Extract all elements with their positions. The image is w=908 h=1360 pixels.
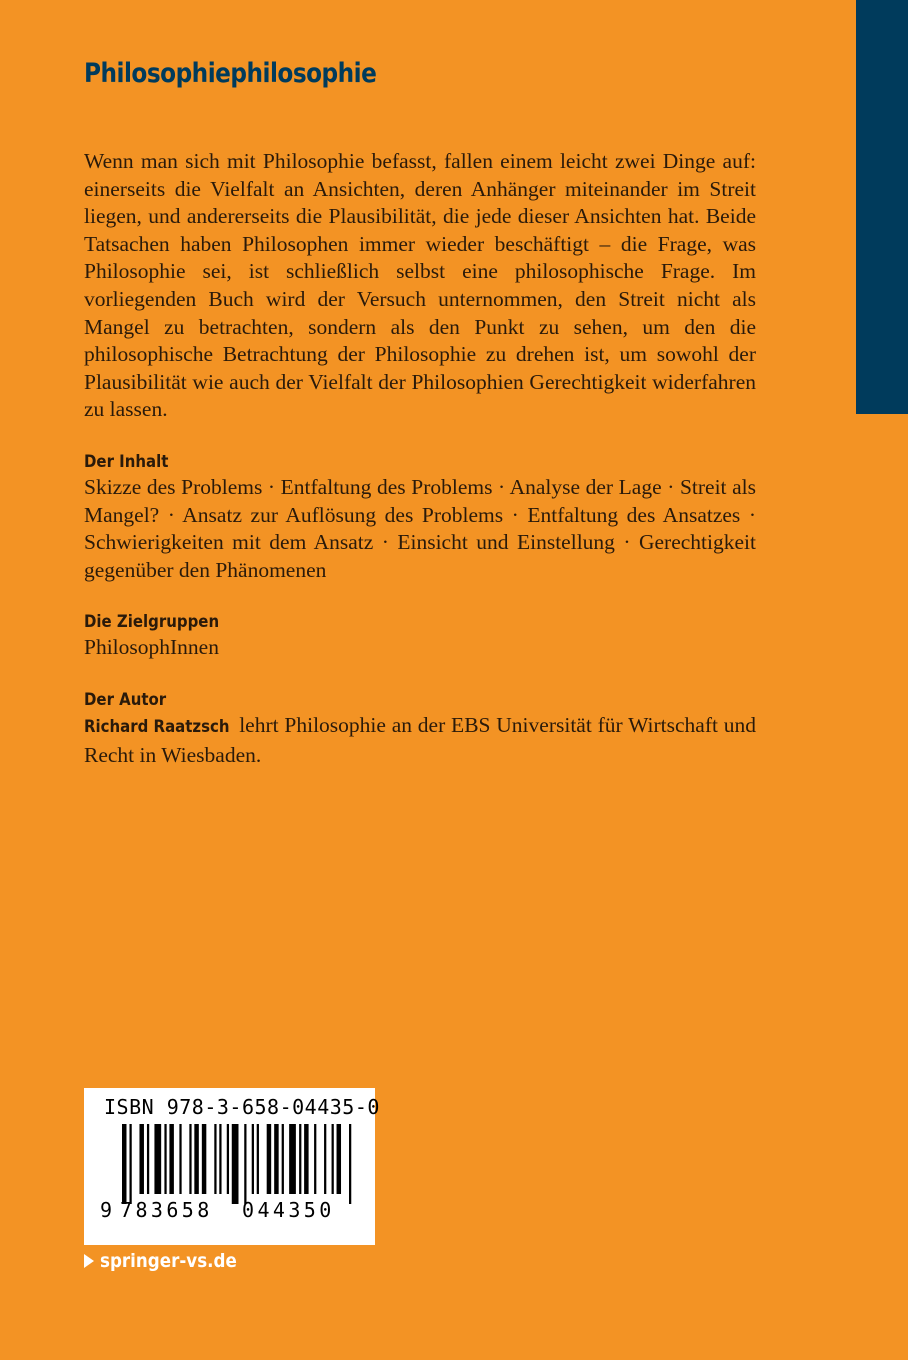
barcode-bar — [244, 1124, 246, 1204]
publisher-website-link[interactable] — [84, 1250, 255, 1272]
barcode-bar — [194, 1124, 198, 1194]
barcode-bar — [169, 1124, 173, 1194]
isbn-barcode — [84, 1088, 380, 1245]
section-author — [84, 688, 756, 769]
barcode-bar — [122, 1124, 126, 1204]
barcode-bar — [324, 1124, 326, 1194]
barcode-bar — [179, 1124, 181, 1194]
blurb-paragraph: Wenn man sich mit Philosophie befasst, fallen einem leicht zwei Dinge auf: einerseits die Vielfalt an Ansichten, deren Anhänger miteinander im Streit liegen, und andererseits die Plausibilität, die jede dieser Ansichten hat. Beide Tatsachen haben Philosophen immer wieder beschäftigt – die Frage, was Philosophie sei, ist schließlich selbst eine philosophische Frage. Im vorliegenden Buch wird der Versuch unternommen, den Streit nicht als Mangel zu betrachten, sondern als den Punkt zu sehen, um den die philosophische Betrachtung der Philosophie zu drehen ist, um sowohl der Plausibilität wie auch der Vielfalt der Philosophien Gerechtigkeit widerfahren zu lassen. — [84, 149, 756, 422]
barcode-bar — [257, 1124, 259, 1194]
cover-text-area — [84, 148, 756, 769]
barcode-bar — [299, 1124, 301, 1194]
barcode-bar — [267, 1124, 271, 1194]
section-body-contents: Skizze des Problems · Entfaltung des Problems · Analyse der Lage · Streit als Mangel? · Ansatz zur Auflösung des Problems · Entfaltung des Ansatzes · Schwierigkeiten mit dem Ansatz · Einsicht und Einstellung · Gerechtigkeit gegenüber den Phänomenen — [84, 474, 756, 582]
section-body-audience: PhilosophInnen — [84, 635, 219, 660]
author-name: Richard Raatzsch — [84, 716, 230, 737]
barcode-bar — [314, 1124, 316, 1194]
barcode-bar — [349, 1124, 351, 1204]
barcode-bar — [202, 1124, 206, 1194]
barcode-bar — [227, 1124, 229, 1194]
barcode-bar — [147, 1124, 149, 1194]
author-bio: lehrt Philosophie an der EBS Universität für Wirtschaft und Recht in Wiesbaden. — [84, 712, 756, 767]
section-body-author — [84, 712, 756, 769]
barcode-digits-left: 783658 — [120, 1198, 213, 1222]
barcode-bar — [282, 1124, 284, 1194]
barcode-bar — [189, 1124, 191, 1194]
barcode-bar — [219, 1124, 221, 1194]
section-contents — [84, 450, 756, 584]
barcode-bar — [252, 1124, 254, 1194]
barcode-digit-first: 9 — [100, 1198, 113, 1222]
publisher-url: springer-vs.de — [100, 1250, 237, 1272]
section-audience — [84, 610, 756, 662]
barcode-bar — [232, 1124, 239, 1204]
barcode-bar — [332, 1124, 334, 1194]
barcode-bar — [154, 1124, 161, 1194]
section-heading-author: Der Autor — [84, 689, 167, 710]
barcode-bar — [304, 1124, 308, 1194]
barcode-bar — [139, 1124, 143, 1194]
barcode-bar — [274, 1124, 278, 1194]
barcode-digits-right: 044350 — [242, 1198, 335, 1222]
arrow-right-icon — [84, 1254, 94, 1268]
side-color-band — [856, 0, 908, 414]
section-heading-audience: Die Zielgruppen — [84, 612, 220, 633]
barcode-bar — [289, 1124, 296, 1194]
section-heading-contents: Der Inhalt — [84, 451, 169, 472]
barcode-bar — [337, 1124, 341, 1194]
book-title: Philosophiephilosophie — [84, 58, 377, 89]
barcode-bar — [214, 1124, 216, 1194]
barcode-bar — [164, 1124, 166, 1194]
isbn-label: ISBN 978-3-658-04435-0 — [104, 1095, 380, 1119]
barcode-bar — [129, 1124, 131, 1204]
